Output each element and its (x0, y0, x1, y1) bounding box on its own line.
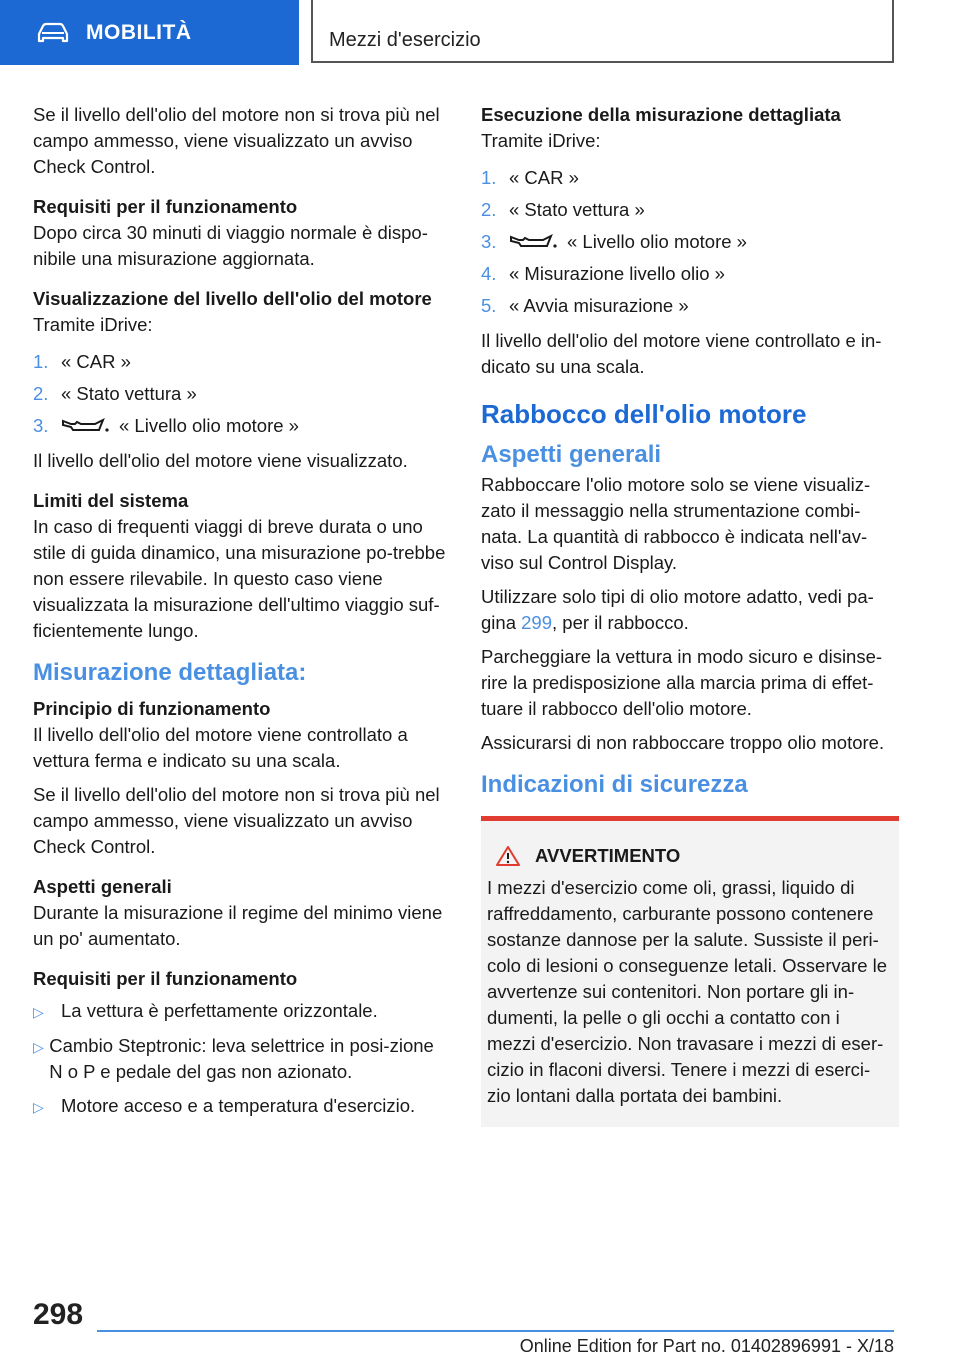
list-item: 2. « Stato vettura » (33, 383, 197, 404)
section-tab[interactable] (0, 0, 299, 65)
bullet-triangle-icon: ▷ (33, 1099, 44, 1115)
list-item: 3. « Livello olio motore » (33, 415, 299, 436)
gen-p3: Parcheggiare la vettura in modo sicuro e disinse-rire la predisposizione alla marcia prima di effet-tuare il rabbocco dell'olio motore. (481, 646, 883, 719)
vis-via: Tramite iDrive: (33, 314, 153, 335)
chapter-header (311, 0, 894, 63)
bullet-triangle-icon: ▷ (33, 1039, 44, 1055)
gen-p1: Rabboccare l'olio motore solo se viene visualiz-zato il messaggio nella strumentazione combi-nata. La quantità di rabbocco è indicata nell'av-viso sul Control Display. (481, 474, 871, 573)
lim-text: In caso di frequenti viaggi di breve durata o uno stile di guida dinamico, una misurazione po-trebbe non essere rilevabile. In questo caso viene visualizzata la misurazione dell'ultimo viaggio suf-ficientemente lungo. (33, 516, 446, 641)
footer-edition: Online Edition for Part no. 01402896991 - X/18 (519, 1336, 894, 1356)
exec-result: Il livello dell'olio del motore viene controllato e in-dicato su una scala. (481, 330, 882, 377)
req-title: Requisiti per il funzionamento (33, 196, 298, 217)
list-item: 1. « CAR » (33, 351, 131, 372)
exec-steps (481, 162, 899, 322)
list-item: 3. « Livello olio motore » (481, 231, 747, 252)
footer-divider (97, 1330, 894, 1332)
princ-text-2: Se il livello dell'olio del motore non si trova più nel campo ammesso, viene visualizzato un avviso Check Control. (33, 784, 440, 857)
top-heading: Rabbocco dell'olio motore (481, 399, 807, 429)
bullet-triangle-icon: ▷ (33, 1004, 44, 1020)
page-number: 298 (33, 1298, 84, 1331)
gen-text: Durante la misurazione il regime del minimo viene un po' aumentato. (33, 902, 443, 949)
vis-steps (33, 346, 451, 442)
section-title: MOBILITÀ (86, 20, 192, 44)
warning-box (481, 816, 899, 1127)
req2-title: Requisiti per il funzionamento (33, 968, 298, 989)
gen-p2: Utilizzare solo tipi di olio motore adatto, vedi pa-gina 299, per il rabbocco. (481, 586, 874, 633)
princ-title: Principio di funzionamento (33, 698, 271, 719)
list-item: 1. « CAR » (481, 167, 579, 188)
warning-icon (495, 845, 521, 867)
gen-title: Aspetti generali (33, 876, 172, 897)
list-item: 2. « Stato vettura » (481, 199, 645, 220)
req2-list (33, 998, 451, 1120)
vis-result: Il livello dell'olio del motore viene visualizzato. (33, 450, 408, 471)
intro-text: Se il livello dell'olio del motore non si trova più nel campo ammesso, viene visualizzato un avviso Check Control. (33, 104, 440, 177)
lim-title: Limiti del sistema (33, 490, 189, 511)
det-heading: Misurazione dettagliata: (33, 659, 307, 686)
gen-p4: Assicurarsi di non rabboccare troppo olio motore. (481, 732, 885, 753)
list-item: 4. « Misurazione livello olio » (481, 263, 725, 284)
vis-title: Visualizzazione del livello dell'olio del motore (33, 288, 432, 309)
exec-via: Tramite iDrive: (481, 130, 601, 151)
chapter-title: Mezzi d'esercizio (329, 29, 481, 51)
list-item: ▷ Cambio Steptronic: leva selettrice in posi-zione N o P e pedale del gas non azionato. (33, 1033, 451, 1085)
right-column (481, 102, 899, 1127)
list-item: ▷ Motore acceso e a temperatura d'esercizio. (33, 1093, 451, 1120)
list-item: ▷ La vettura è perfettamente orizzontale. (33, 998, 451, 1025)
princ-text-1: Il livello dell'olio del motore viene controllato a vettura ferma e indicato su una scala. (33, 724, 408, 771)
safety-heading: Indicazioni di sicurezza (481, 771, 748, 798)
page-link[interactable]: 299 (521, 612, 552, 633)
oil-can-icon (509, 234, 557, 250)
warning-text: I mezzi d'esercizio come oli, grassi, liquido di raffreddamento, carburante possono contenere sostanze dannose per la salute. Sussiste il peri-colo di lesioni o conseguenze letali. Osservare le avvertenze sui contenitori. Non portare gli in-dumenti, la pelle o gli occhi a contatto con i mezzi d'esercizio. Non travasare i mezzi di eser-cizio in flaconi diversi. Tenere i mezzi di eserci-zio lontani dalla portata dei bambini. (487, 877, 888, 1106)
exec-title: Esecuzione della misurazione dettagliata (481, 104, 841, 125)
car-icon (36, 22, 70, 44)
left-column (33, 102, 451, 1128)
warning-title: AVVERTIMENTO (535, 845, 681, 866)
list-item: 5. « Avvia misurazione » (481, 295, 689, 316)
gen-heading: Aspetti generali (481, 441, 662, 468)
oil-can-icon (61, 418, 109, 434)
req-text: Dopo circa 30 minuti di viaggio normale è dispo-nibile una misurazione aggiornata. (33, 222, 428, 269)
